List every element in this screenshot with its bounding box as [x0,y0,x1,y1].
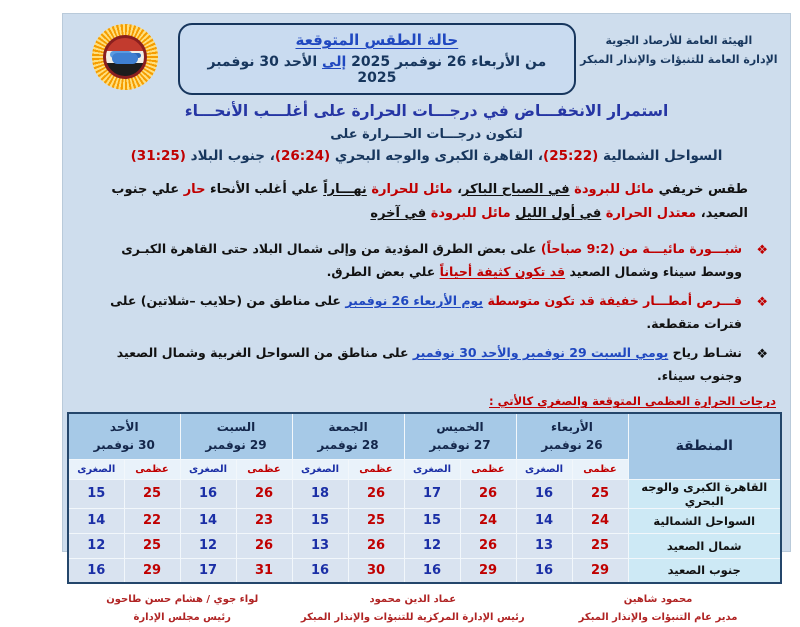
signature-block [550,591,766,627]
text-segment: في أول الليل [515,206,602,222]
max-temp-cell: 29 [460,558,516,583]
text-segment: في الصباح الباكر [462,182,570,197]
text-segment: مائل للبرودة [426,206,511,222]
text-segment: يوم الأربعاء 26 نوفمبر [345,293,484,309]
table-body [68,479,781,583]
signature-block [89,591,275,627]
text-segment: مائل للحرارة [366,182,453,197]
min-subheader: الصغرى [516,459,572,479]
region-column-header: المنطقة [628,413,781,479]
cloud-icon [112,53,138,64]
text-segment: نهـــاراً [323,182,367,197]
table-row [68,508,781,533]
max-temp-cell: 26 [236,533,292,558]
max-temp-cell: 30 [348,558,404,583]
text-segment: ، جنوب البلاد [185,148,275,164]
bullet-text [121,241,742,279]
min-temp-cell: 13 [516,533,572,558]
sun-rays-icon [92,24,158,90]
signature-name: عماد الدين محمود [369,594,457,606]
bullet-item [101,238,768,283]
max-temp-cell: 25 [124,533,180,558]
diamond-bullet-icon: ❖ [756,243,768,259]
region-cell: القاهرة الكبرى والوجه البحري [628,479,781,508]
text-segment: ، [452,182,463,197]
min-temp-cell: 17 [180,558,236,583]
text-segment: ، القاهرة الكبرى والوجه البحري [330,148,544,164]
bullet-item [101,342,768,387]
signature-block [275,591,550,627]
table-title: درجات الحرارة العظمى المتوقعة والصغرى كالأتي : [489,394,776,409]
day-header: الخميس 27 نوفمبر [404,413,516,459]
table-row [68,533,781,558]
table-row [68,558,781,583]
max-temp-cell: 26 [460,533,516,558]
text-segment: (31:25) [130,148,186,164]
text-segment: إلى [322,54,347,70]
bullet-item [101,290,768,335]
authority-name-block [576,20,782,69]
max-temp-cell: 23 [236,508,292,533]
min-temp-cell: 16 [180,479,236,508]
day-header: الجمعة 28 نوفمبر [292,413,404,459]
max-temp-cell: 26 [348,533,404,558]
min-temp-cell: 13 [292,533,348,558]
max-temp-cell: 24 [460,508,516,533]
min-subheader: الصغرى [180,459,236,479]
text-segment: حار [183,182,206,197]
min-temp-cell: 12 [68,533,124,558]
text-segment: السواحل الشمالية [598,148,723,164]
signature-name: محمود شاهين [623,594,693,606]
table-row [68,479,781,508]
temperature-ranges-line [71,148,782,164]
text-segment: في آخره [370,206,427,222]
text-segment: (25:22) [543,148,599,164]
max-temp-cell: 29 [572,558,628,583]
min-subheader: الصغرى [404,459,460,479]
bulletin-header [71,20,782,92]
weather-description-paragraph [111,178,748,226]
max-temp-cell: 25 [572,533,628,558]
day-header: الأحد 30 نوفمبر [68,413,180,459]
min-temp-cell: 15 [404,508,460,533]
max-subheader: عظمى [572,459,628,479]
text-segment: قد تكون كثيفة أحياناً [439,263,566,279]
min-temp-cell: 16 [516,558,572,583]
min-temp-cell: 16 [404,558,460,583]
min-subheader: الصغرى [68,459,124,479]
forecast-headline: استمرار الانخفـــاض في درجـــات الحرارة على أغلـــب الأنحـــاء [184,102,669,120]
signature-title: رئيس الإدارة المركزية للتنبؤات والإنذار المبكر [300,612,525,624]
text-segment: من الأربعاء 26 نوفمبر 2025 [346,54,547,70]
min-temp-cell: 12 [180,533,236,558]
min-temp-cell: 14 [516,508,572,533]
bullet-list [101,238,768,387]
text-segment: مائل للبرودة [569,182,655,197]
text-segment: طقس خريفي [654,182,748,197]
text-segment: (26:24) [274,148,331,164]
text-segment: على مناطق من السواحل الغربية وشمال الصعيد وجنوب سيناء. [116,345,742,383]
min-temp-cell: 12 [404,533,460,558]
day-header: الأربعاء 26 نوفمبر [516,413,628,459]
forecast-subline: لتكون درجـــات الحـــرارة على [330,127,523,142]
text-segment: علي بعض الطرق. [326,263,440,279]
max-subheader: عظمى [236,459,292,479]
max-temp-cell: 25 [572,479,628,508]
day-header: السبت 29 نوفمبر [180,413,292,459]
min-temp-cell: 14 [68,508,124,533]
bullet-text [110,293,742,331]
max-temp-cell: 25 [124,479,180,508]
region-cell: السواحل الشمالية [628,508,781,533]
max-subheader: عظمى [124,459,180,479]
text-segment: شبـــورة مائيـــة من (9:2 صباحاً) [540,241,742,257]
text-segment: الأحد 30 نوفمبر 2025 [207,54,397,86]
signature-title: مدير عام التنبؤات والإنذار المبكر [578,612,738,624]
max-temp-cell: 22 [124,508,180,533]
max-temp-cell: 26 [460,479,516,508]
max-subheader: عظمى [460,459,516,479]
text-segment: معتدل الحرارة [601,206,697,222]
report-date-range [188,54,566,86]
temperature-table [67,412,782,584]
diamond-bullet-icon: ❖ [756,347,768,363]
text-segment: علي جنوب الصعيد، [111,182,748,222]
min-temp-cell: 17 [404,479,460,508]
max-temp-cell: 29 [124,558,180,583]
signatures-footer [89,591,766,627]
min-temp-cell: 15 [292,508,348,533]
report-title: حالة الطقس المتوقعة [295,31,459,49]
max-subheader: عظمى [348,459,404,479]
max-temp-cell: 26 [348,479,404,508]
flag-globe-icon [103,35,147,79]
text-segment: على بعض الطرق المؤدية من وإلى شمال البلاد حتى القاهرة الكبـرى ووسط سيناء وشمال الصعيد [121,241,742,279]
department-name: الإدارة العامة للتنبؤات والإنذار المبكر [580,52,778,66]
min-temp-cell: 18 [292,479,348,508]
text-segment: على مناطق من (حلايب –شلاتين) على فترات متقطعة. [110,293,742,331]
min-temp-cell: 16 [68,558,124,583]
signature-title: رئيس مجلس الإدارة [133,612,231,624]
min-temp-cell: 16 [516,479,572,508]
max-temp-cell: 31 [236,558,292,583]
report-title-box [178,23,576,95]
bullet-text [117,345,742,383]
diamond-bullet-icon: ❖ [756,295,768,311]
region-cell: جنوب الصعيد [628,558,781,583]
authority-name: الهيئة العامة للأرصاد الجوية [605,34,753,47]
text-segment: علي أغلب الأنحاء [205,182,324,197]
authority-logo [71,20,178,90]
region-cell: شمال الصعيد [628,533,781,558]
text-segment: فـــرص أمطـــار خفيفة قد تكون متوسطة [483,293,742,309]
min-subheader: الصغرى [292,459,348,479]
table-head [68,413,781,479]
text-segment: يومي السبت 29 نوفمبر والأحد 30 نوفمبر [412,345,669,361]
min-temp-cell: 16 [292,558,348,583]
text-segment: نشـاط رياح [668,345,742,361]
min-temp-cell: 15 [68,479,124,508]
max-temp-cell: 26 [236,479,292,508]
signature-name: لواء جوي / هشام حسن طاحون [106,594,259,606]
min-temp-cell: 14 [180,508,236,533]
bulletin-panel [62,13,791,624]
max-temp-cell: 25 [348,508,404,533]
max-temp-cell: 24 [572,508,628,533]
